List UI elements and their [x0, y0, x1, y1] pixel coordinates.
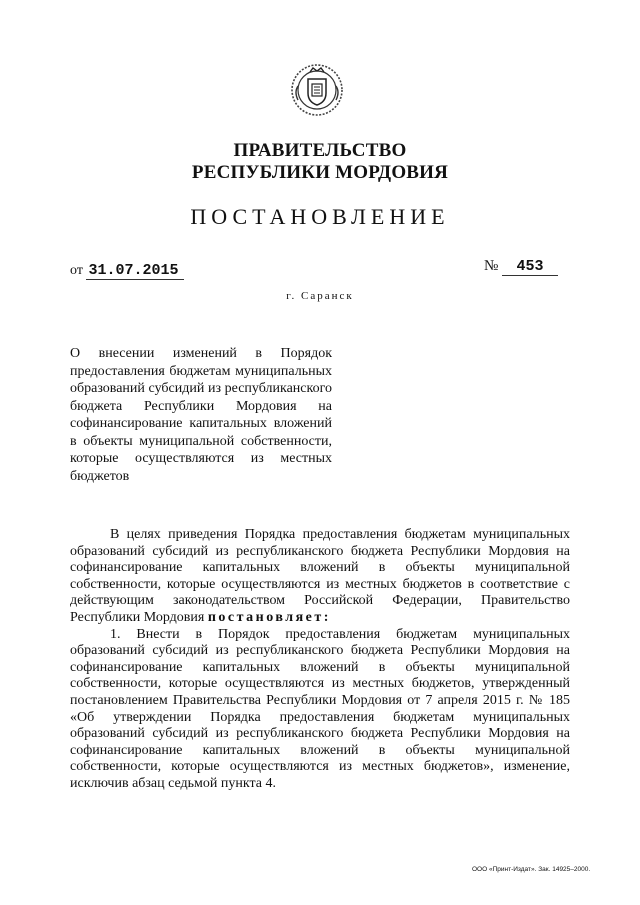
- document-subject: О внесении изменений в Порядок предоставления бюджетам муниципальных образований субсидий из республиканского бюджета Республики Мордовия на софинансирование капитальных вложений в объекты муниципальной собственности, которые осуществляются из местных бюджетов: [70, 346, 332, 484]
- city-name: г. Саранск: [286, 290, 354, 302]
- document-body: [70, 527, 570, 793]
- preamble-paragraph: [70, 527, 570, 627]
- organization-name-line2: РЕСПУБЛИКИ МОРДОВИЯ: [191, 162, 449, 183]
- print-footer: ООО «Принт-Издат». Зак. 14925–2000.: [472, 866, 591, 873]
- date-prefix: от: [70, 263, 83, 278]
- number-value: 453: [502, 258, 558, 276]
- item-1-paragraph: 1. Внести в Порядок предоставления бюджетам муниципальных образований субсидий из республиканского бюджета Республики Мордовия на софинансирование капитальных вложений в объекты муниципальной собственности, которые осуществляются из местных бюджетов, утвержденный постановлением Правительства Республики Мордовия от 7 апреля 2015 г. № 185 «Об утверждении Порядка предоставления бюджетам муниципальных образований субсидий из республиканского бюджета Республики Мордовия на софинансирование капитальных вложений в объекты муниципальной собственности, которые осуществляются из местных бюджетов», изменение, исключив абзац седьмой пункта 4.: [70, 626, 570, 791]
- preamble-text: В целях приведения Порядка предоставления бюджетам муниципальных образований субсидий из республиканского бюджета Республики Мордовия на софинансирование капитальных вложений в объекты муниципальной собственности, которые осуществляются из местных бюджетов в соответствие с действующим законодательством Российской Федерации, Правительство Республики Мордовия: [70, 527, 570, 625]
- document-date: [70, 262, 184, 279]
- document-number: [484, 258, 558, 276]
- decree-word: постановляет:: [207, 609, 331, 625]
- organization-name-line1: ПРАВИТЕЛЬСТВО: [233, 140, 407, 161]
- date-value: 31.07.2015: [86, 262, 184, 280]
- number-prefix: №: [484, 258, 499, 274]
- document-type-title: ПОСТАНОВЛЕНИЕ: [190, 204, 450, 229]
- coat-of-arms-icon: [288, 60, 346, 118]
